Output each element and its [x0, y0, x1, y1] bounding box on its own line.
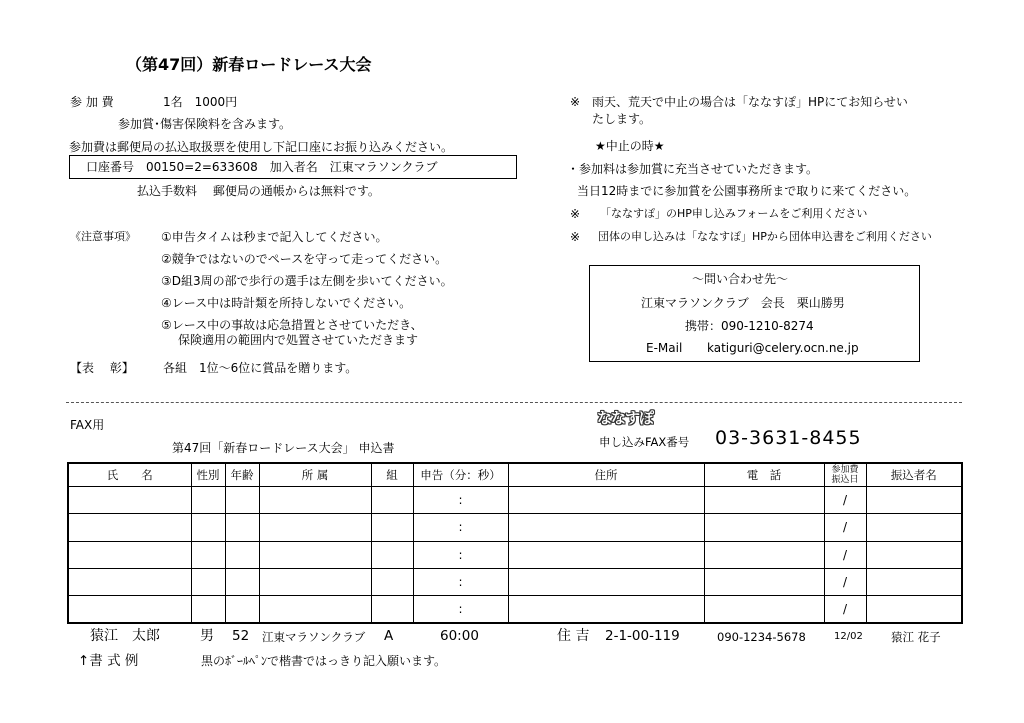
web-form-note: 「ななすぽ」のHP申し込みフォームをご利用ください: [600, 207, 868, 220]
example-label: ↑書 式 例: [78, 653, 139, 669]
age-cell[interactable]: [225, 541, 259, 568]
example-group: A: [384, 628, 394, 644]
club-cell[interactable]: [259, 568, 371, 595]
page-title: （第47回）新春ロードレース大会: [126, 55, 372, 74]
fee-includes: 参加賞･傷害保険料を含みます。: [118, 117, 292, 131]
age-cell[interactable]: [225, 596, 259, 624]
paydate-cell[interactable]: /: [824, 514, 866, 541]
address-cell[interactable]: [508, 568, 704, 595]
note-item: ①申告タイムは秒まで記入してください。: [161, 230, 388, 244]
example-phone: 090-1234-5678: [717, 630, 806, 644]
award-value: 各組 1位～6位に賞品を贈ります。: [163, 361, 358, 375]
form-title: 第47回「新春ロードレース大会」 申込書: [172, 441, 395, 455]
example-name: 猿江 太郎: [90, 628, 160, 644]
col-header-address: 住所: [508, 463, 704, 487]
note-item: ②競争ではないのでペースを守って走ってください。: [161, 252, 448, 266]
note-item: 保険適用の範囲内で処置させていただきます: [178, 333, 419, 347]
note-mark: ※: [570, 95, 581, 109]
col-header-phone: 電 話: [704, 463, 824, 487]
age-cell[interactable]: [225, 514, 259, 541]
payer-cell[interactable]: [866, 514, 962, 541]
paydate-cell[interactable]: /: [824, 596, 866, 624]
table-row: [68, 568, 962, 595]
example-age: 52: [232, 628, 250, 644]
table-row: [68, 541, 962, 568]
cancel-note: ・参加料は参加賞に充当させていただきます。: [567, 162, 819, 176]
table-row: [68, 596, 962, 624]
name-cell[interactable]: [68, 596, 191, 624]
club-cell[interactable]: [259, 487, 371, 514]
col-header-sex: 性別: [191, 463, 225, 487]
table-header-row: [68, 463, 962, 487]
col-header-age: 年齢: [225, 463, 259, 487]
award-label: 【表 彰】: [70, 361, 134, 375]
time-cell[interactable]: :: [413, 596, 508, 624]
payment-note: 参加費は郵便局の払込取扱票を使用し下記口座にお振り込みください。: [69, 140, 454, 154]
phone-cell[interactable]: [704, 568, 824, 595]
fee-value: 1名 1000円: [163, 95, 238, 109]
note-item: ⑤レース中の事故は応急措置とさせていただき、: [161, 318, 423, 332]
application-table: [67, 462, 963, 624]
phone-cell[interactable]: [704, 541, 824, 568]
col-header-group: 組: [371, 463, 413, 487]
address-cell[interactable]: [508, 514, 704, 541]
time-cell[interactable]: :: [413, 541, 508, 568]
sex-cell[interactable]: [191, 596, 225, 624]
nanasupo-logo: ななすぽ: [597, 409, 654, 427]
note-mark: ※: [570, 230, 581, 244]
name-cell[interactable]: [68, 514, 191, 541]
transfer-fee: 払込手数料 郵便局の通帳からは無料です。: [137, 184, 380, 198]
time-cell[interactable]: :: [413, 487, 508, 514]
account-info: 口座番号 00150=2=633608 加入者名 江東マラソンクラブ: [86, 160, 438, 174]
example-time: 60:00: [440, 628, 479, 644]
name-cell[interactable]: [68, 487, 191, 514]
example-address: 2-1-00-119: [605, 628, 680, 644]
col-header-name: 氏 名: [68, 463, 191, 487]
address-cell[interactable]: [508, 596, 704, 624]
paydate-cell[interactable]: /: [824, 568, 866, 595]
address-cell[interactable]: [508, 487, 704, 514]
phone-cell[interactable]: [704, 514, 824, 541]
paydate-cell[interactable]: /: [824, 487, 866, 514]
table-row: [68, 514, 962, 541]
contact-mobile: 携帯：090-1210-8274: [685, 319, 814, 333]
example-instruction: 黒のﾎﾞｰﾙﾍﾟﾝで楷書ではっきり記入願います。: [201, 654, 447, 668]
cut-line: [66, 402, 962, 403]
col-header-club: 所 属: [259, 463, 371, 487]
notes-label: 《注意事項》: [70, 230, 136, 243]
sex-cell[interactable]: [191, 541, 225, 568]
club-cell[interactable]: [259, 596, 371, 624]
group-form-note: 団体の申し込みは「ななすぽ」HPから団体申込書をご利用ください: [598, 230, 932, 243]
group-cell[interactable]: [371, 487, 413, 514]
fax-number-label: 申し込みFAX番号: [599, 435, 690, 449]
note-item: ③D組3周の部で歩行の選手は左側を歩いてください。: [161, 274, 453, 288]
group-cell[interactable]: [371, 541, 413, 568]
phone-cell[interactable]: [704, 596, 824, 624]
payer-cell[interactable]: [866, 596, 962, 624]
address-cell[interactable]: [508, 541, 704, 568]
fee-label: 参 加 費: [70, 95, 114, 109]
time-cell[interactable]: :: [413, 514, 508, 541]
phone-cell[interactable]: [704, 487, 824, 514]
contact-org: 江東マラソンクラブ 会長 栗山勝男: [641, 296, 845, 310]
note-item: ④レース中は時計類を所持しないでください。: [161, 296, 412, 310]
paydate-cell[interactable]: /: [824, 541, 866, 568]
table-row: [68, 487, 962, 514]
sex-cell[interactable]: [191, 514, 225, 541]
club-cell[interactable]: [259, 514, 371, 541]
contact-email: katiguri@celery.ocn.ne.jp: [707, 341, 859, 355]
group-cell[interactable]: [371, 568, 413, 595]
payer-cell[interactable]: [866, 568, 962, 595]
note-mark: ※: [570, 207, 581, 221]
fax-label: FAX用: [70, 418, 105, 432]
col-header-paydate: 参加費 振込日: [824, 463, 866, 487]
time-cell[interactable]: :: [413, 568, 508, 595]
contact-heading: ～問い合わせ先～: [692, 272, 789, 286]
example-payer: 猿江 花子: [891, 630, 941, 644]
col-header-time: 申告（分：秒）: [413, 463, 508, 487]
age-cell[interactable]: [225, 568, 259, 595]
payer-cell[interactable]: [866, 541, 962, 568]
group-cell[interactable]: [371, 596, 413, 624]
example-sex: 男: [200, 628, 214, 644]
cancel-note: 当日12時までに参加賞を公園事務所まで取りに来てください。: [577, 184, 917, 198]
age-cell[interactable]: [225, 487, 259, 514]
col-header-payer: 振込者名: [866, 463, 962, 487]
sex-cell[interactable]: [191, 487, 225, 514]
club-cell[interactable]: [259, 541, 371, 568]
example-address-label: 住 吉: [557, 628, 590, 644]
name-cell[interactable]: [68, 541, 191, 568]
example-date: 12/02: [834, 631, 863, 642]
group-cell[interactable]: [371, 514, 413, 541]
contact-email-label: E-Mail: [646, 341, 683, 355]
sex-cell[interactable]: [191, 568, 225, 595]
cancel-heading: ★中止の時★: [595, 139, 665, 153]
rain-notice-cont: たします。: [592, 112, 652, 126]
example-club: 江東マラソンクラブ: [262, 630, 366, 644]
name-cell[interactable]: [68, 568, 191, 595]
payer-cell[interactable]: [866, 487, 962, 514]
rain-notice: 雨天、荒天で中止の場合は「ななすぽ」HPにてお知らせい: [592, 95, 908, 109]
fax-number: 03-3631-8455: [715, 427, 862, 449]
